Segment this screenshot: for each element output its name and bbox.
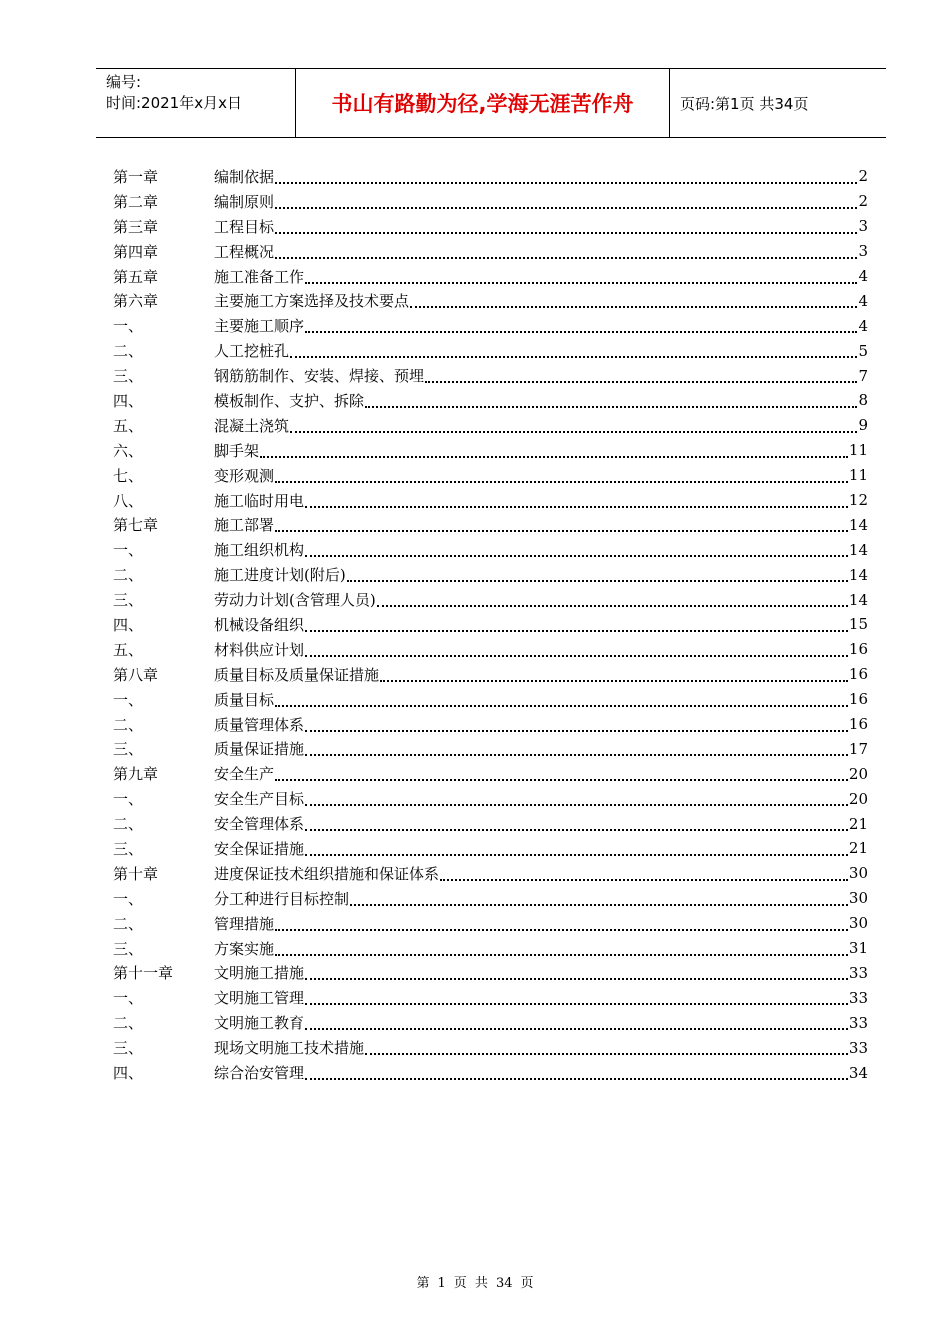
toc-dot-leader [305,853,848,856]
toc-entry-number: 一、 [113,989,144,1008]
toc-entry-number: 第七章 [113,516,159,535]
toc-entry-title: 文明施工管理 [214,989,305,1008]
toc-entry-page: 33 [848,988,868,1007]
toc-entry-number: 第十章 [113,864,159,883]
toc-entry[interactable] [113,164,868,189]
toc-entry[interactable] [113,413,868,438]
toc-entry-page: 3 [858,217,868,236]
toc-entry-number: 第三章 [113,217,159,236]
page-footer [0,1272,950,1291]
table-of-contents [113,164,868,1085]
toc-entry-number: 二、 [113,815,144,834]
toc-entry-title: 管理措施 [214,914,275,933]
toc-entry[interactable] [113,811,868,836]
toc-entry-title: 机械设备组织 [214,615,305,634]
toc-dot-leader [290,430,857,433]
toc-entry[interactable] [113,488,868,513]
toc-entry-number: 五、 [113,416,144,435]
toc-entry[interactable] [113,562,868,587]
toc-entry-number: 二、 [113,342,144,361]
toc-entry-page: 9 [858,416,868,435]
toc-entry[interactable] [113,861,868,886]
toc-entry-number: 第八章 [113,665,159,684]
header-page-info: 页码:第1页 共34页 [680,94,809,113]
toc-dot-leader [275,778,848,781]
toc-entry-number: 三、 [113,367,144,386]
toc-dot-leader [275,928,848,931]
toc-entry-title: 现场文明施工技术措施 [214,1039,365,1058]
toc-entry[interactable] [113,1035,868,1060]
toc-entry[interactable] [113,786,868,811]
toc-entry-number: 一、 [113,790,144,809]
toc-entry-number: 一、 [113,690,144,709]
toc-entry-title: 钢筋筋制作、安装、焊接、预埋 [214,367,425,386]
toc-entry-number: 三、 [113,591,144,610]
toc-entry[interactable] [113,438,868,463]
toc-dot-leader [425,380,857,383]
toc-entry-page: 15 [848,615,868,634]
toc-entry[interactable] [113,1010,868,1035]
toc-entry-page: 4 [858,267,868,285]
toc-entry-title: 变形观测 [214,466,275,485]
toc-entry-number: 第四章 [113,242,159,261]
toc-entry[interactable] [113,712,868,737]
toc-entry-title: 安全生产 [214,765,275,784]
toc-entry-number: 三、 [113,839,144,858]
footer-total-pages: 34 [495,1276,513,1291]
toc-entry-page: 33 [848,1038,868,1057]
toc-entry-title: 脚手架 [214,441,260,460]
toc-entry[interactable] [113,637,868,662]
toc-entry-page: 31 [848,939,868,958]
toc-entry[interactable] [113,264,868,289]
toc-entry-page: 4 [858,291,868,310]
toc-entry-title: 施工进度计划(附后) [214,566,346,585]
toc-entry-page: 7 [858,366,868,385]
toc-dot-leader [305,753,848,756]
toc-dot-leader [305,1027,848,1030]
toc-dot-leader [365,1052,848,1055]
toc-dot-leader [305,654,848,657]
header-meta [96,69,296,137]
toc-entry-title: 施工准备工作 [214,267,305,286]
toc-entry-title: 模板制作、支护、拆除 [214,391,365,410]
toc-dot-leader [350,903,848,906]
toc-entry-number: 一、 [113,541,144,560]
toc-entry[interactable] [113,214,868,239]
toc-entry-title: 质量目标 [214,690,275,709]
toc-entry-page: 11 [848,441,868,460]
toc-entry-title: 编制依据 [214,167,275,186]
toc-dot-leader [305,729,848,732]
toc-entry-title: 方案实施 [214,939,275,958]
toc-dot-leader [440,878,848,881]
page-header [96,68,886,138]
toc-entry-number: 二、 [113,715,144,734]
toc-entry-page: 34 [848,1063,868,1082]
toc-dot-leader [305,629,848,632]
toc-entry[interactable] [113,612,868,637]
toc-entry-page: 16 [848,690,868,709]
document-time-label: 时间:2021年x月x日 [106,94,242,112]
toc-entry[interactable] [113,463,868,488]
toc-dot-leader [275,256,857,259]
toc-dot-leader [305,828,848,831]
toc-dot-leader [275,480,848,483]
footer-suffix: 页 [520,1276,534,1291]
toc-entry-page: 16 [848,665,868,684]
toc-entry-page: 16 [848,640,868,659]
toc-dot-leader [290,355,857,358]
toc-entry-number: 五、 [113,640,144,659]
toc-dot-leader [275,529,848,532]
toc-entry-title: 质量目标及质量保证措施 [214,665,380,684]
toc-dot-leader [275,206,857,209]
toc-dot-leader [377,604,848,607]
toc-entry[interactable] [113,886,868,911]
toc-entry[interactable] [113,239,868,264]
toc-entry-title: 工程目标 [214,217,275,236]
toc-entry[interactable] [113,537,868,562]
toc-entry[interactable] [113,512,868,537]
toc-entry-page: 4 [858,316,868,335]
toc-entry-number: 四、 [113,1064,144,1082]
toc-dot-leader [275,181,857,184]
toc-entry-page: 11 [848,466,868,485]
toc-entry-title: 编制原则 [214,192,275,211]
toc-dot-leader [305,1077,848,1080]
toc-entry[interactable] [113,313,868,338]
toc-entry-page: 16 [848,715,868,734]
footer-current-page: 1 [437,1276,446,1291]
toc-entry-page: 20 [848,789,868,808]
toc-entry[interactable] [113,363,868,388]
toc-entry-number: 第五章 [113,267,159,286]
toc-dot-leader [347,579,848,582]
toc-entry-title: 文明施工教育 [214,1014,305,1033]
toc-dot-leader [380,679,848,682]
toc-entry[interactable] [113,388,868,413]
toc-entry-page: 21 [848,839,868,858]
toc-dot-leader [305,554,848,557]
toc-entry-page: 14 [848,540,868,559]
toc-dot-leader [275,231,857,234]
toc-entry-page: 33 [848,1013,868,1032]
toc-entry[interactable] [113,836,868,861]
toc-dot-leader [275,953,848,956]
toc-entry-page: 8 [858,391,868,410]
toc-dot-leader [305,977,848,980]
toc-entry[interactable] [113,288,868,313]
toc-entry-title: 文明施工措施 [214,964,305,983]
toc-entry-page: 3 [858,242,868,261]
toc-entry-page: 30 [848,889,868,908]
toc-entry-title: 分工种进行目标控制 [214,889,350,908]
toc-entry-number: 第九章 [113,765,159,784]
toc-entry-page: 21 [848,814,868,833]
toc-entry-title: 材料供应计划 [214,640,305,659]
toc-entry-title: 质量管理体系 [214,715,305,734]
toc-entry-number: 一、 [113,889,144,908]
toc-entry-number: 六、 [113,441,144,460]
toc-entry[interactable] [113,961,868,986]
toc-entry-page: 2 [858,192,868,211]
toc-dot-leader [275,704,848,707]
toc-entry-title: 施工部署 [214,516,275,535]
toc-entry-page: 30 [848,864,868,883]
toc-entry[interactable] [113,1060,868,1085]
toc-entry[interactable] [113,587,868,612]
toc-entry-page: 14 [848,590,868,609]
toc-entry[interactable] [113,936,868,961]
toc-entry-number: 一、 [113,317,144,336]
toc-entry-title: 人工挖桩孔 [214,342,290,361]
toc-entry-number: 七、 [113,466,144,485]
toc-entry-page: 14 [848,565,868,584]
toc-entry[interactable] [113,662,868,687]
toc-entry-number: 八、 [113,491,144,510]
toc-dot-leader [365,405,857,408]
toc-dot-leader [305,330,857,333]
toc-entry[interactable] [113,911,868,936]
toc-dot-leader [305,505,848,508]
footer-prefix: 第 [416,1276,430,1291]
toc-dot-leader [260,455,848,458]
toc-entry-title: 质量保证措施 [214,740,305,759]
toc-dot-leader [305,803,848,806]
toc-dot-leader [305,281,857,284]
toc-entry-title: 主要施工顺序 [214,317,305,336]
toc-entry-number: 二、 [113,914,144,933]
toc-dot-leader [305,1002,848,1005]
header-motto: 书山有路勤为径,学海无涯苦作舟 [296,69,670,137]
toc-entry-page: 33 [848,963,868,982]
toc-entry[interactable] [113,189,868,214]
toc-entry-title: 安全保证措施 [214,839,305,858]
toc-entry[interactable] [113,761,868,786]
toc-entry[interactable] [113,985,868,1010]
toc-entry-title: 混凝土浇筑 [214,416,290,435]
toc-entry-title: 安全生产目标 [214,790,305,809]
toc-entry-number: 三、 [113,1039,144,1058]
toc-entry-page: 2 [858,167,868,186]
toc-entry-number: 二、 [113,566,144,585]
toc-entry[interactable] [113,338,868,363]
toc-entry-title: 施工临时用电 [214,491,305,510]
toc-entry-page: 20 [848,764,868,783]
toc-entry-page: 5 [858,341,868,360]
toc-entry-page: 14 [848,515,868,534]
toc-entry[interactable] [113,736,868,761]
toc-dot-leader [410,305,857,308]
toc-entry-page: 17 [848,739,868,758]
toc-entry-number: 第十一章 [113,964,174,983]
toc-entry-number: 第二章 [113,192,159,211]
toc-entry-number: 四、 [113,615,144,634]
toc-entry-title: 施工组织机构 [214,541,305,560]
toc-entry-title: 主要施工方案选择及技术要点 [214,292,410,311]
toc-entry-number: 四、 [113,391,144,410]
toc-entry-title: 安全管理体系 [214,815,305,834]
toc-entry-title: 进度保证技术组织措施和保证体系 [214,864,440,883]
toc-entry-number: 第六章 [113,292,159,311]
toc-entry[interactable] [113,687,868,712]
toc-entry-page: 30 [848,914,868,933]
toc-entry-number: 三、 [113,939,144,958]
toc-entry-number: 三、 [113,740,144,759]
toc-entry-page: 12 [848,491,868,510]
toc-entry-number: 第一章 [113,167,159,186]
toc-entry-number: 二、 [113,1014,144,1033]
footer-mid: 页 共 [453,1276,488,1291]
document-number-label: 编号: [106,73,142,91]
toc-entry-title: 工程概况 [214,242,275,261]
toc-entry-title: 综合治安管理 [214,1064,305,1082]
toc-entry-title: 劳动力计划(含管理人员) [214,591,376,610]
